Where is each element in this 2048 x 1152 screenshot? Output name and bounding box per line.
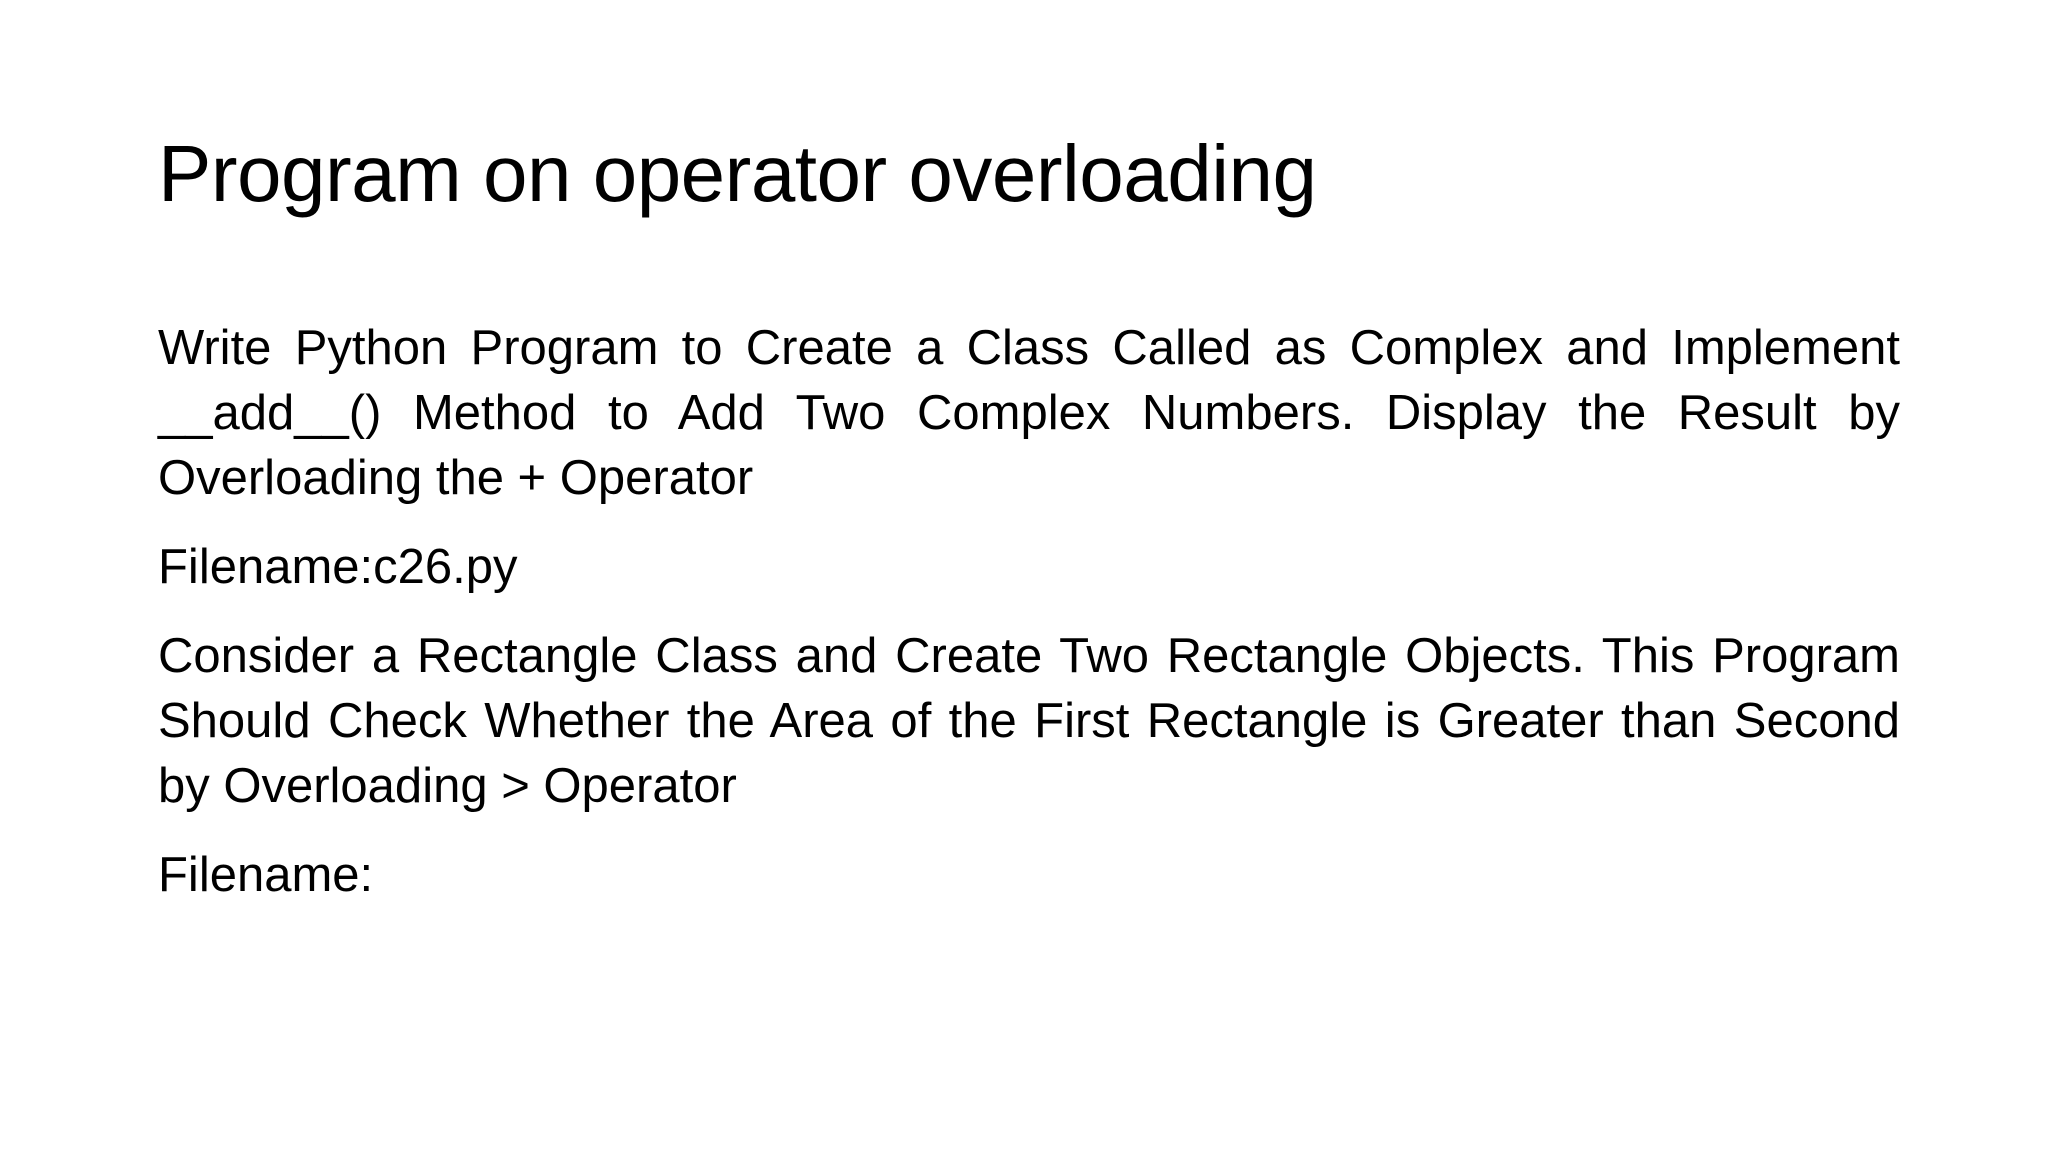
task-description-rectangle: Consider a Rectangle Class and Create Two Rectangle Objects. This Program Should Check Whether the Area of the First Rectangle is Greater than Second by Overloading > Operator: [158, 629, 1900, 813]
slide-body: [158, 316, 1900, 932]
filename-complex: Filename:c26.py: [158, 540, 518, 594]
task-description-complex: Write Python Program to Create a Class Called as Complex and Implement __add__() Method to Add Two Complex Numbers. Display the Result by Overloading the + Operator: [158, 321, 1900, 505]
slide-title: Program on operator overloading: [158, 129, 1317, 218]
filename-rectangle: Filename:: [158, 848, 374, 902]
